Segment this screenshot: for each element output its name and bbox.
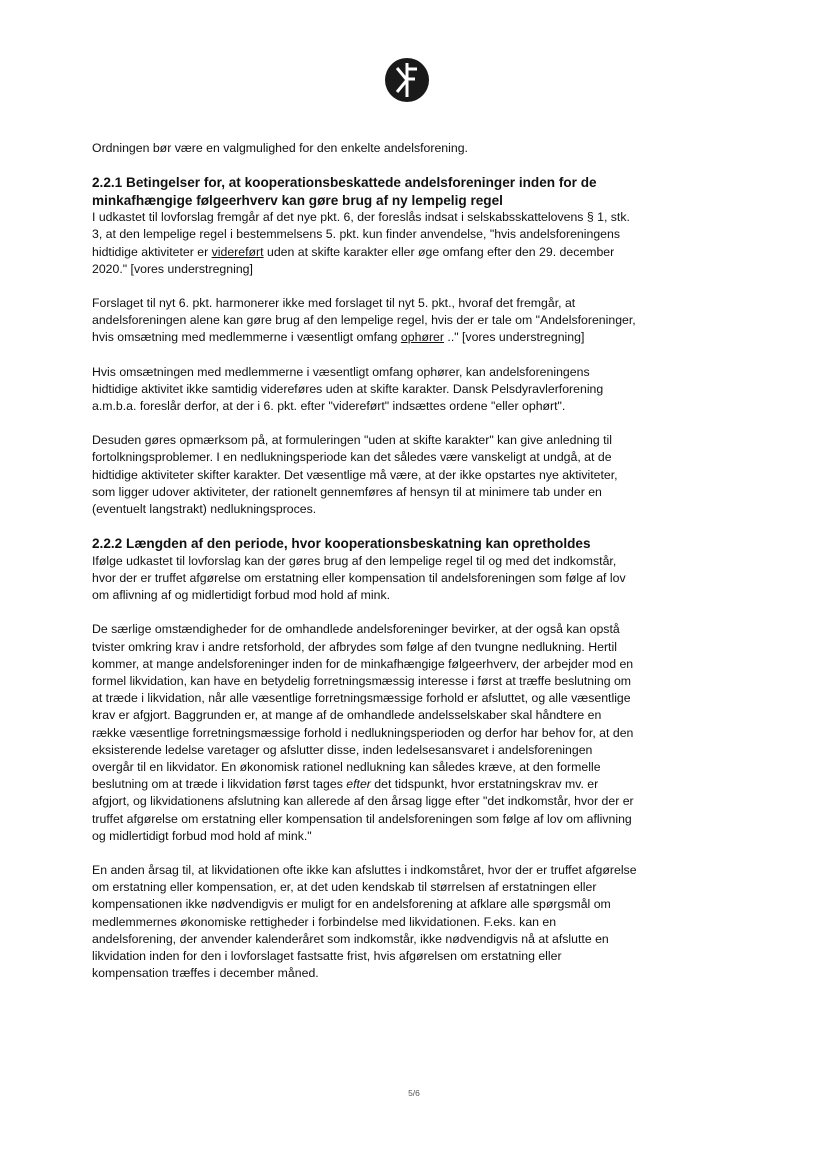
section-heading-2-2-2: 2.2.2 Længden af den periode, hvor kooperationsbeskatning kan opretholdes xyxy=(92,536,591,552)
text-segment: .." [vores understregning] xyxy=(443,330,585,345)
kf-monogram-icon xyxy=(383,56,431,104)
text-segment: uden at skifte karakter eller øge omfang efter den 29. december 2020." [vores understregning] xyxy=(92,244,615,276)
section-2-2-2-paragraph-3: En anden årsag til, at likvidationen ofte ikke kan afsluttes i indkomståret, hvor der er truffet afgørelse om erstatning eller kompensation, er, at det uden kendskab til størrelsen af erstatningen eller kompensationen ikke nødvendigvis er muligt for en andelsforening at afklare alle spørgsmål om medlemmernes økonomiske rettigheder i forbindelse med likvidationen. F.eks. kan en andelsforening, der anvender kalenderåret som indkomstår, ikke nødvendigvis nå at afslutte en likvidation inden for den i lovforslaget fastsatte frist, hvis afgørelsen om erstatning eller kompensation træffes i december måned. xyxy=(92,863,637,981)
underlined-word: videreført xyxy=(211,244,264,259)
intro-paragraph: Ordningen bør være en valgmulighed for den enkelte andelsforening. xyxy=(92,141,468,155)
section-2-2-2-paragraph-1: Ifølge udkastet til lovforslag kan der gøres brug af den lempelige regel til og med det indkomstår, hvor der er truffet afgørelse om erstatning eller kompensation til andelsforeningen som følge af lov om aflivning af og midlertidigt forbud mod hold af mink. xyxy=(92,553,626,603)
text-segment: Forslaget til nyt 6. pkt. harmonerer ikke med forslaget til nyt 5. pkt., hvoraf det fremgår, at andelsforeningen alene kan gøre brug af den lempelige regel, hvis der er tale om "Andelsforeninger, hvis omsætning med medlemmerne i væsentligt omfang xyxy=(92,296,636,345)
section-2-2-1-paragraph-4: Desuden gøres opmærksom på, at formuleringen "uden at skifte karakter" kan give anledning til fortolkningsproblemer. I en nedlukningsperiode kan det således være vanskeligt at undgå, at de hidtidige aktiviteter skifter karakter. Det væsentlige må være, at der ikke opstartes nye aktiviteter, som ligger udover aktiviteter, der rationelt gennemføres af hensyn til at minimere tab under en (eventuelt langstrakt) nedlukningsproces. xyxy=(92,433,618,517)
text-segment: I udkastet til lovforslag fremgår af det nye pkt. 6, der foreslås indsat i selskabsskattelovens § 1, stk. 3, at den lempelige regel i bestemmelsens 5. pkt. kun finder anvendelse, "hvis andelsforeningens hidtidige aktiviteter er xyxy=(92,210,630,259)
underlined-word: ophører xyxy=(400,330,444,345)
section-2-2-1-paragraph-1 xyxy=(92,209,637,278)
section-2-2-2-paragraph-2 xyxy=(92,621,637,845)
text-segment: det tidspunkt, hvor erstatningskrav mv. er afgjort, og likvidationens afslutning kan allerede af den årsag ligge efter "det indkomstår, hvor der er truffet afgørelse om erstatning eller kompensation til andelsforeningen som følge af lov om aflivning og midlertidigt forbud mod hold af mink." xyxy=(92,777,634,843)
document-body xyxy=(92,140,637,999)
section-heading-2-2-1: 2.2.1 Betingelser for, at kooperationsbeskattede andelsforeninger inden for de minkafhængige følgeerhverv kan gøre brug af ny lempelig regel xyxy=(92,175,597,208)
text-segment: De særlige omstændigheder for de omhandlede andelsforeninger bevirker, at der også kan opstå tvister omkring krav i andre retsforhold, der afbrydes som følge af den tvungne nedlukning. Hertil kommer, at mange andelsforeninger inden for de minkafhængige følgeerhverv, der arbejder mod en formel likvidation, kan have en betydelig forretningsmæssig interesse i først at træffe beslutning om at træde i likvidation, når alle væsentlige forretningsmæssige forhold er afsluttet, og alle væsentlige krav er afgjort. Baggrunden er, at mange af de omhandlede andelsselskaber skal håndtere en række væsentlige forretningsmæssige forhold i nedlukningsperioden og derfor har behov for, at den eksisterende ledelse varetager og afslutter disse, inden ledelsesansvaret i andelsforeningen overgår til en likvidator. En økonomisk rationel nedlukning kan således kræve, at den formelle beslutning om at træde i likvidation først tages xyxy=(92,622,634,792)
emphasized-word: efter xyxy=(346,777,371,792)
page-number: 5/6 xyxy=(408,1088,420,1098)
section-2-2-1-paragraph-2 xyxy=(92,295,637,347)
section-2-2-1-paragraph-3: Hvis omsætningen med medlemmerne i væsentligt omfang ophører, kan andelsforeningens hidtidige aktivitet ikke samtidig videreføres uden at skifte karakter. Dansk Pelsdyravlerforening a.m.b.a. foreslår derfor, at der i 6. pkt. efter "videreført" indsættes ordene "eller ophørt". xyxy=(92,364,604,414)
